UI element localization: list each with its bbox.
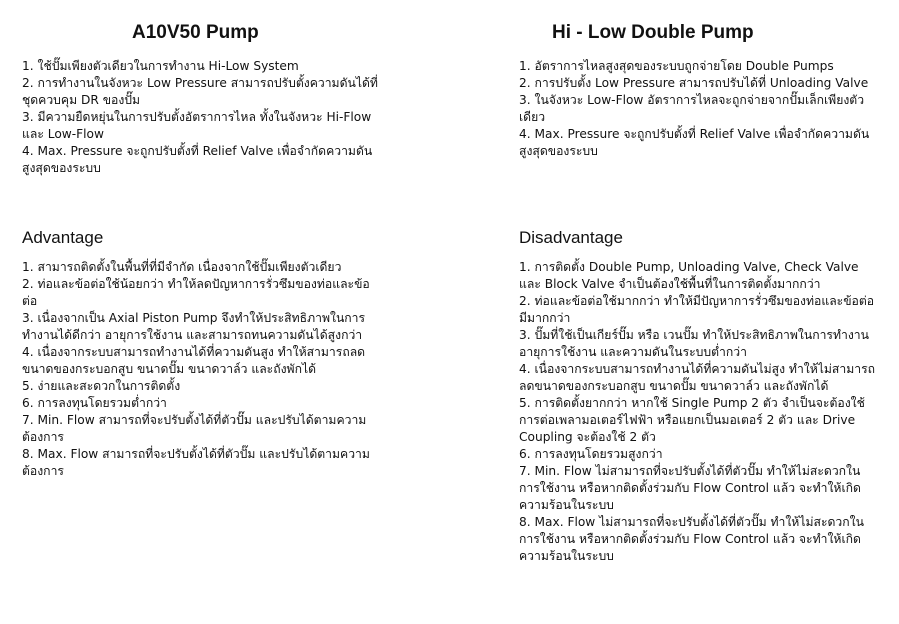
disadvantage-list: [519, 259, 877, 565]
disadvantage-item: 4. เนื่องจากระบบสามารถทำงานได้ที่ความดันไม่สูง ทำให้ไม่สามารถลดขนาดของกระบอกสูบ ขนาดปั๊ม ขนาดวาล์ว และถังพักได้: [519, 362, 876, 393]
advantage-item: 8. Max. Flow สามารถที่จะปรับตั้งได้ที่ตัวปั๊ม และปรับได้ตามความต้องการ: [22, 447, 370, 478]
advantage-item: 5. ง่ายและสะดวกในการติดตั้ง: [22, 379, 181, 393]
a10v50-title: A10V50 Pump: [132, 22, 259, 43]
disadvantage-item: 5. การติดตั้งยากกว่า หากใช้ Single Pump 2 ตัว จำเป็นจะต้องใช้การต่อเพลามอเตอร์ไฟฟ้า หรือแยกเป็นมอเตอร์ 2 ตัว และ Drive Coupling จะต้องใช้ 2 ตัว: [519, 396, 865, 444]
double-pump-description-item: 1. อัตราการไหลสูงสุดของระบบถูกจ่ายโดย Double Pumps: [519, 59, 834, 73]
disadvantage-item: 7. Min. Flow ไม่สามารถที่จะปรับตั้งได้ที่ตัวปั๊ม ทำให้ไม่สะดวกในการใช้งาน หรือหากติดตั้งร่วมกับ Flow Control แล้ว จะทำให้เกิดความร้อนในระบบ: [519, 464, 861, 512]
advantage-item: 6. การลงทุนโดยรวมต่ำกว่า: [22, 396, 167, 410]
disadvantage-item: 6. การลงทุนโดยรวมสูงกว่า: [519, 447, 663, 461]
double-pump-title: Hi - Low Double Pump: [552, 22, 754, 43]
double-pump-description-item: 3. ในจังหวะ Low-Flow อัตราการไหลจะถูกจ่ายจากปั๊มเล็กเพียงตัวเดียว: [519, 93, 865, 124]
disadvantage-item: 1. การติดตั้ง Double Pump, Unloading Valve, Check Valve และ Block Valve จำเป็นต้องใช้พื้นที่ในการติดตั้งมากกว่า: [519, 260, 859, 291]
double-pump-description-item: 4. Max. Pressure จะถูกปรับตั้งที่ Relief Valve เพื่อจำกัดความดันสูงสุดของระบบ: [519, 127, 870, 158]
advantage-list: [22, 259, 378, 480]
advantage-heading: Advantage: [22, 228, 104, 247]
disadvantage-item: 8. Max. Flow ไม่สามารถที่จะปรับตั้งได้ที่ตัวปั๊ม ทำให้ไม่สะดวกในการใช้งาน หรือหากติดตั้งร่วมกับ Flow Control แล้ว จะทำให้เกิดความร้อนในระบบ: [519, 515, 864, 563]
a10v50-description-item: 2. การทำงานในจังหวะ Low Pressure สามารถปรับตั้งความดันได้ที่ชุดควบคุม DR ของปั๊ม: [22, 76, 378, 107]
advantage-item: 1. สามารถติดตั้งในพื้นที่ที่มีจำกัด เนื่องจากใช้ปั๊มเพียงตัวเดียว: [22, 260, 342, 274]
double-pump-description-item: 2. การปรับตั้ง Low Pressure สามารถปรับได้ที่ Unloading Valve: [519, 76, 869, 90]
a10v50-description-item: 3. มีความยืดหยุ่นในการปรับตั้งอัตราการไหล ทั้งในจังหวะ Hi-Flow และ Low-Flow: [22, 110, 372, 141]
disadvantage-item: 2. ท่อและข้อต่อใช้มากกว่า ทำให้มีปัญหาการรั่วซึมของท่อและข้อต่อมีมากกว่า: [519, 294, 875, 325]
a10v50-description-item: 1. ใช้ปั๊มเพียงตัวเดียวในการทำงาน Hi-Low System: [22, 59, 299, 73]
double-pump-description-list: [519, 58, 879, 160]
disadvantage-item: 3. ปั๊มที่ใช้เป็นเกียร์ปั๊ม หรือ เวนปั๊ม ทำให้ประสิทธิภาพในการทำงาน อายุการใช้งาน และความดันในระบบต่ำกว่า: [519, 328, 869, 359]
a10v50-description-item: 4. Max. Pressure จะถูกปรับตั้งที่ Relief Valve เพื่อจำกัดความดันสูงสุดของระบบ: [22, 144, 373, 175]
advantage-item: 2. ท่อและข้อต่อใช้น้อยกว่า ทำให้ลดปัญหาการรั่วซึมของท่อและข้อต่อ: [22, 277, 370, 308]
advantage-item: 7. Min. Flow สามารถที่จะปรับตั้งได้ที่ตัวปั๊ม และปรับได้ตามความต้องการ: [22, 413, 367, 444]
a10v50-description-list: [22, 58, 382, 177]
advantage-item: 3. เนื่องจากเป็น Axial Piston Pump จึงทำให้ประสิทธิภาพในการทำงานได้ดีกว่า อายุการใช้งาน และสามารถทนความดันได้สูงกว่า: [22, 311, 366, 342]
advantage-item: 4. เนื่องจากระบบสามารถทำงานได้ที่ความดันสูง ทำให้สามารถลดขนาดของกระบอกสูบ ขนาดปั๊ม ขนาดวาล์ว และถังพักได้: [22, 345, 366, 376]
disadvantage-heading: Disadvantage: [519, 228, 623, 247]
